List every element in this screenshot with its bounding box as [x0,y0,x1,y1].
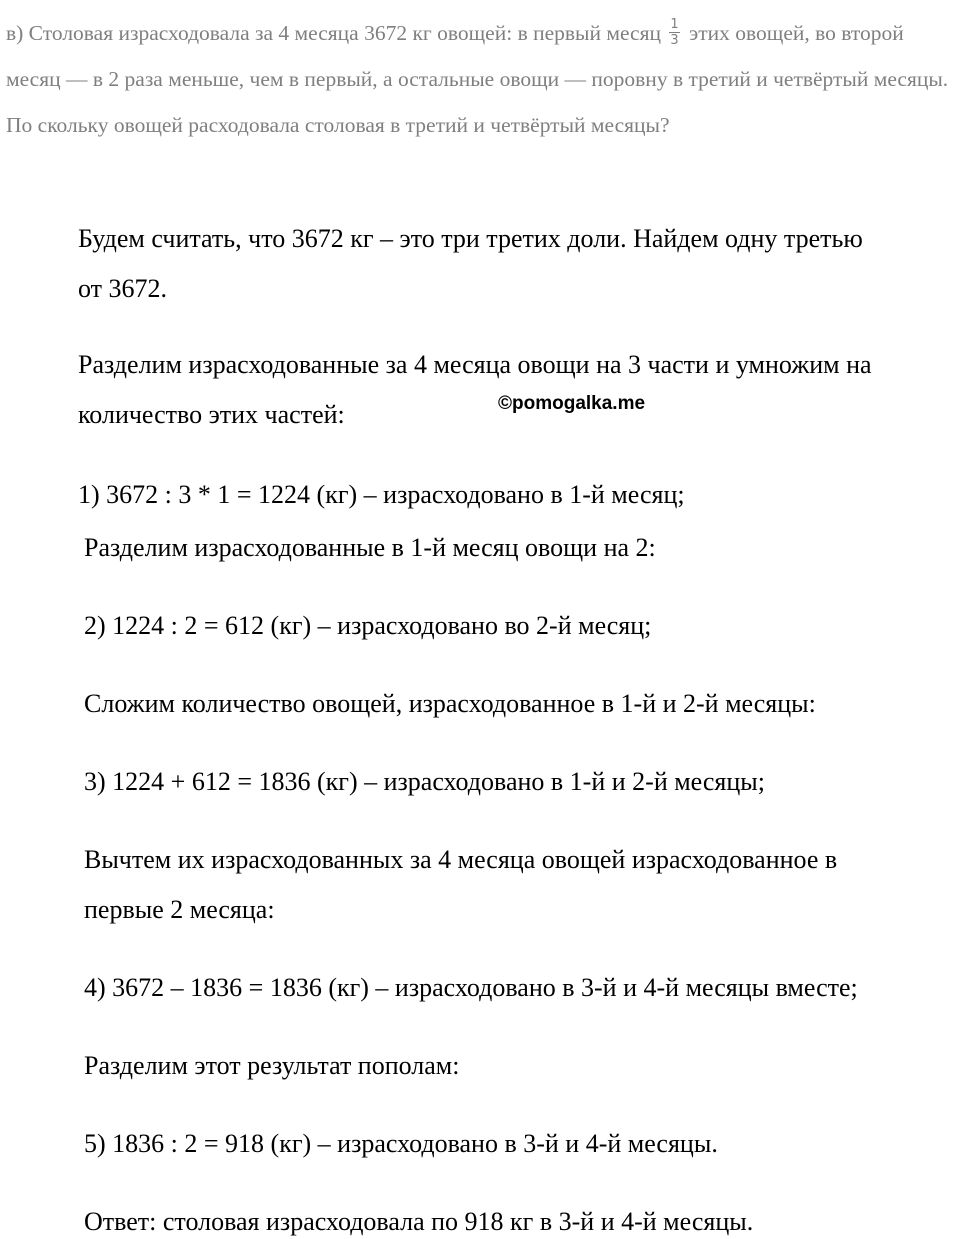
solution-intro-line2: от 3672. [78,274,168,303]
step2: 2) 1224 : 2 = 612 (кг) – израсходовано во 2-й месяц; [84,611,652,640]
problem-text-suffix: этих овощей, во второй месяц — в 2 раза меньше, чем в первый, а остальные овощи — поровну в третий и четвёртый месяцы. По скольку овощей расходовала столовая в третий и четвёртый месяцы? [6,21,949,137]
fraction-one-third [669,18,679,47]
problem-text-prefix: в) Столовая израсходовала за 4 месяца 3672 кг овощей: в первый месяц [6,21,661,45]
explain2: Разделим израсходованные в 1-й месяц овощи на 2: [84,533,656,562]
step4: 4) 3672 – 1836 = 1836 (кг) – израсходовано в 3-й и 4-й месяцы вместе; [84,973,858,1002]
explain1-line1: Разделим израсходованные за 4 месяца овощи на 3 части и умножим на [78,350,872,379]
step1: 1) 3672 : 3 * 1 = 1224 (кг) – израсходовано в 1-й месяц; [78,480,685,509]
answer: Ответ: столовая израсходовала по 918 кг в 3-й и 4-й месяцы. [84,1207,754,1236]
step5: 5) 1836 : 2 = 918 (кг) – израсходовано в 3-й и 4-й месяцы. [84,1129,718,1158]
watermark-text: ©pomogalka.me [498,393,646,414]
explain5: Разделим этот результат пополам: [84,1051,460,1080]
solution-intro-line1: Будем считать, что 3672 кг – это три третих доли. Найдем одну третью [78,224,863,253]
explain3: Сложим количество овощей, израсходованное в 1-й и 2-й месяцы: [84,689,816,718]
explain4-line1: Вычтем их израсходованных за 4 месяца овощей израсходованное в [84,845,838,874]
fraction-denominator: 3 [670,32,679,48]
problem-statement [6,10,956,148]
explain4-line2: первые 2 месяца: [84,895,275,924]
step3: 3) 1224 + 612 = 1836 (кг) – израсходовано в 1-й и 2-й месяцы; [84,767,765,796]
fraction-numerator: 1 [670,16,679,32]
explain1-line2: количество этих частей: [78,400,345,429]
